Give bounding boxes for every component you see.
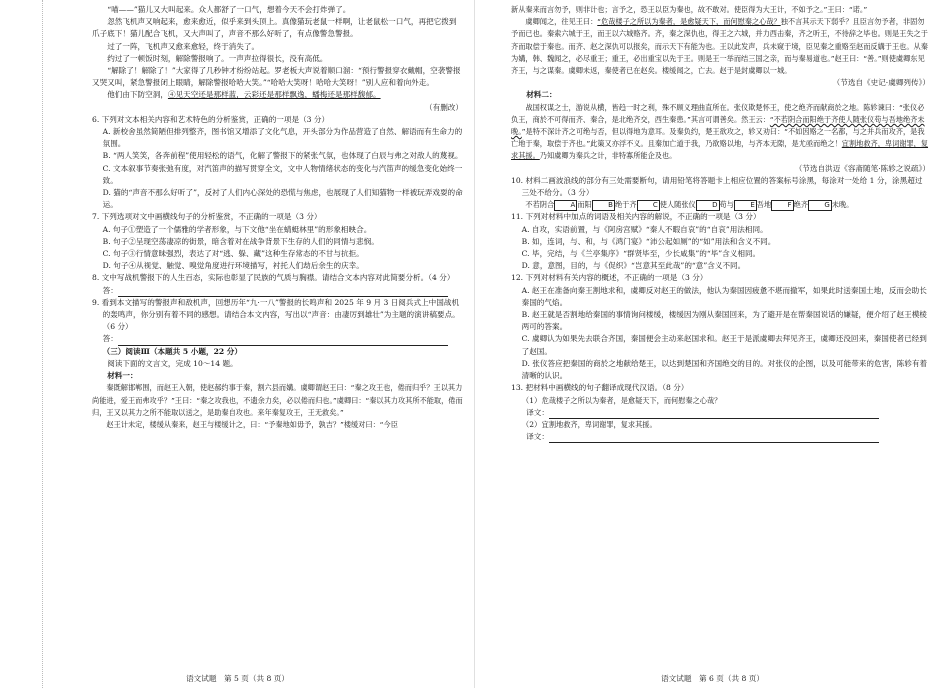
- answer-area[interactable]: 答：: [92, 333, 463, 345]
- question-11-stem: 11. 下列对材料中加点的词语及相关内容的解说，不正确的一项是（3 分）: [511, 212, 761, 222]
- classical-text-paragraph: 秦既解邯郸围，而赵王入朝，使赵郝约事于秦，割六县而媾。虞卿谓赵王曰：“秦之攻王也，倦而归乎？王以其力尚能进，爱王而弗攻乎？”王曰：“秦之攻我也，不遗余力矣，必以倦而归也。”虞卿曰：“秦以其力攻其所不能取，倦而归，王又以其力之所不能取以送之，是助秦自攻也。来年秦复攻王，王无救矣。”: [92, 383, 463, 417]
- break-mark-b[interactable]: B: [592, 200, 615, 211]
- material-1-label: 材料一：: [107, 371, 138, 381]
- question-11-option: D. 意，意图，目的，与《促织》“岂意其至此哉”的“意”含义不同。: [521, 261, 746, 271]
- material-1-source: （节选自《史记·虞卿列传》）: [832, 78, 930, 88]
- source-note: （有删改）: [425, 102, 463, 112]
- break-mark-a[interactable]: A: [554, 200, 577, 211]
- break-mark-c[interactable]: C: [637, 200, 660, 211]
- question-11-option: B. 如，连词，与、和，与《鸿门宴》“沛公起如厕”的“如”用法和含义不同。: [521, 236, 776, 246]
- break-mark-f[interactable]: F: [771, 200, 793, 211]
- story-paragraph: 过了一阵，飞机声又愈来愈轻，终于消失了。: [107, 41, 260, 51]
- question-7-stem: 7. 下列选项对文中画横线句子的分析鉴赏，不正确的一项是（3 分）: [92, 212, 322, 222]
- question-11-option: A. 自攻，实语前置，与《阿房宫赋》“秦人不暇自哀”的“自哀”用法相同。: [521, 224, 768, 234]
- question-11-option: C. 毕，完结，与《兰亭集序》“群贤毕至，少长咸集”的“毕”含义相同。: [521, 249, 761, 259]
- question-7-option: C. 句子③行情意昧强烈，表达了对“逃、躲、藏”这种生存常态的不甘与抗拒。: [102, 249, 364, 259]
- underlined-sentence-1: “危哉楼子之所以为秦者，是愈疑天下，而何慰秦之心哉？: [597, 17, 781, 27]
- classical-text-paragraph: 赵王计未定，楼缓从秦来，赵王与楼缓计之，曰：“予秦地如毋予，孰吉？”楼缓对曰：“今臣: [106, 419, 398, 429]
- break-mark-e[interactable]: E: [734, 200, 757, 211]
- story-paragraph: “喵——”猫儿又大叫起来。众人都舒了一口气，想着今天不会打炸弹了。: [107, 5, 351, 14]
- answer-line[interactable]: [118, 287, 448, 297]
- underlined-sentence-4: ④见天空还是那样蓝，云彩还是那样飘逸，蟠梅还是那样馥郁。: [167, 90, 381, 100]
- sentence-break-options: 不若阴合 A 而阳 B 绝于齐 C 使人随张仪 D 苟与 E 吾地 F 绝齐 G 未晚。: [525, 200, 854, 210]
- exam-page-6: [475, 0, 950, 688]
- classical-text-paragraph: 战国权谋之士，游说从横，皆趋一时之利，殊不顾义理曲直所在。张仪欺楚怀王，使之绝齐而献商於之地。陈轸谏曰：“张仪必负王，商於不可得而齐、秦合，是北绝齐交，西生秦患。”其言可谓善矣。然王云：“不若阴合而阳绝于齐使人随张仪苟与吾地绝齐未晚。”是特不深计齐之可绝与否，但以得地为意耳。及秦负约，楚王欲攻之，轸又劝曰：“不如因赂之一名都，与之并兵而攻齐，是我亡地于秦，取偿于齐也。”此策又亦浮不义。且秦加亡道于我，乃欲赂以地，与齐本无隙，是尤亟而绝之！宜割地救齐，卑词谢罪，复求其援。乃知虞卿为秦兵之计，非特寡所能企及也。: [511, 102, 929, 161]
- question-6-option: B. “两人笑笑，各奔前程”使用轻松的语气，化解了警报下的紧张气氛，也体现了白辰与弗之对敌人的蔑视。: [102, 151, 463, 161]
- question-7-option: B. 句子②呈现空荡凄凉的街景，暗含着对在战争背景下生存的人们的同情与悲悯。: [102, 236, 379, 246]
- material-2-source: （节选自洪迈《容斋随笔·陈轸之说疏》）: [794, 163, 930, 173]
- translation-line[interactable]: [549, 409, 879, 419]
- classical-text-paragraph: 新从秦来而言勿予，则非计也；言予之，恐王以臣为秦也，故不敢对。使臣得为大王计，不如予之。”王曰：“诺。”: [511, 5, 868, 14]
- break-mark-g[interactable]: G: [808, 200, 832, 211]
- question-10-stem: 10. 材料二画波浪线的部分有三处需要断句，请用铅笔将答题卡上相应位置的答案标号涂黑，每涂对一处给 1 分，涂黑超过三处不给分。（3 分）: [511, 175, 923, 198]
- section-3-title: （三）阅读Ⅲ（本题共 5 小题，22 分）: [102, 346, 242, 356]
- section-3-instructions: 阅读下面的文言文，完成 10～14 题。: [107, 358, 238, 368]
- story-paragraph: 约过了一顿饭时刻，解除警报响了。一声声拉得很长，没有高低。: [107, 53, 328, 63]
- question-12-option: D. 张仪答应把秦国的商於之地献给楚王，以达到楚国和齐国绝交的目的。对张仪的企图，以及可能带来的危害，陈轸有着清晰的认识。: [521, 358, 928, 381]
- question-8-stem: 8. 文中写战机警报下的人生百态，实际也彰显了民族的气质与胸襟。请结合文本内容对此简要分析。（4 分）: [92, 273, 455, 283]
- question-6-option: A. 新校舍虽然简陋但排列整齐，图书馆又增添了文化气息，开头部分为作品营造了自然、解语而有生命力的氛围。: [102, 127, 463, 149]
- translation-answer-1[interactable]: 译文：: [511, 407, 930, 419]
- answer-line[interactable]: [118, 336, 448, 346]
- page-footer: 语文试题 第 6 页（共 8 页）: [661, 674, 764, 683]
- story-paragraph: 他们由下防空洞，④见天空还是那样蓝，云彩还是那样飘逸，蟠梅还是那样馥郁。: [107, 90, 381, 100]
- question-12-option: C. 虞卿认为如果先去联合齐国，秦国便会主动来赵国求和。赵王于是派虞卿去拜见齐王，虞卿还没回来，秦国使者已经到了赵国。: [521, 334, 927, 356]
- underlined-sentence-2: 宜割地救齐，卑词谢罪，复求其援。: [511, 139, 929, 161]
- translation-item-1: （1）危哉楼子之所以为秦者，是愈疑天下，而何慰秦之心哉？: [521, 395, 722, 405]
- translation-item-2: （2）宜割地救齐，卑词谢罪，复求其援。: [521, 419, 657, 429]
- story-paragraph: “解除了！解除了！”大家得了几秒钟才纷纷站起。罗老板大声说着顺口溜：“预行警报穿衣戴帽，空袭警报又哭又叫，紧急警报闭上眼睛，解除警报哈哈大笑。”“哈哈大笑呀！哈哈大笑呀！”别人应和着向外走。: [92, 66, 461, 88]
- wavy-underlined-sentence: “不若阴合而阳绝于齐使人随张仪苟与吾地绝齐未晚。: [511, 114, 925, 137]
- question-12-option: A. 赵王在准备向秦王割地求和，虞卿反对赵王的做法，他认为秦国因疲惫不堪而撤军，如果此时送秦国土地，反而会助长秦国的气焰。: [521, 285, 927, 307]
- translation-line[interactable]: [549, 433, 879, 443]
- question-6-option: D. 猫的“声音不那么好听了”，反衬了人们内心深处的恐慌与焦虑，也展现了人们知猫物一样被玩弄戏耍的命运。: [102, 188, 463, 210]
- question-6-stem: 6. 下列对文本相关内容和艺术特色的分析鉴赏，正确的一项是（3 分）: [92, 114, 330, 124]
- story-paragraph: 忽然飞机声又响起来，愈来愈近，似乎来到头顶上。真像猫玩老鼠一样啊，让老鼠松一口气，再把它拨到爪子底下！猫儿配合飞机，又大声叫了，声音不那么好听了，有点像警急警报。: [92, 17, 457, 39]
- question-7-option: D. 句子④从视觉、触觉、嗅觉角度进行环境描写，衬托人们劫后余生的庆幸。: [102, 261, 364, 271]
- break-mark-d[interactable]: D: [696, 200, 720, 211]
- question-7-option: A. 句子①塑造了一个儒雅的学者形象，与下文他“坐在蜻蜓林里”的形象相映合。: [102, 224, 372, 234]
- question-12-option: B. 赵王就是否割地给秦国的事情询问楼缓，楼缓因为刚从秦国回来，为了避开是在帮秦国说话的嫌疑，便介绍了赵王模棱两可的答案。: [521, 310, 927, 332]
- question-13-stem: 13. 把材料中画横线的句子翻译成现代汉语。（8 分）: [511, 383, 689, 393]
- question-6-option: C. 文本叙事节奏张弛有度，对汽笛声的描写贯穿全文，文中人物情绪状态的变化与汽笛声的缓急变化始终一致。: [102, 163, 463, 185]
- classical-text-paragraph: 虞卿闻之，往见王曰：“危哉楼子之所以为秦者，是愈疑天下，而何慰秦之心哉？独不言其示天下弱乎？且臣言勿予者，非固勿予而已也。秦索六城于王，而王以六城赂齐。齐，秦之深仇也，得王之六城，并力西击秦，齐之听王，不待辞之毕也。则是王失之于齐而取偿于秦也。而齐、赵之深仇可以报矣，而示天下有能为也。王以此发声，兵未窥于境，臣见秦之重赂至赵而反媾于王也。从秦为媾，韩、魏闻之，必尽重王；重王，必出重宝以先于王。则是王一举而结三国之亲，而与秦易道也。”赵王曰：“善。”则使虞卿东见齐王，与之谋秦。虞卿未返，秦使者已在赵矣。楼缓闻之，亡去。赵于是封虞卿以一城。: [511, 17, 928, 76]
- answer-area[interactable]: 答：: [92, 285, 463, 297]
- page-footer: 语文试题 第 5 页（共 8 页）: [186, 674, 289, 683]
- question-12-stem: 12. 下列对材料有关内容的概述，不正确的一项是（3 分）: [511, 273, 708, 283]
- material-2-label: 材料二：: [526, 90, 557, 100]
- translation-answer-2[interactable]: 译文：: [511, 431, 930, 443]
- question-9-stem: 9. 看到本文描写的警报声和敌机声，回想历年“九·一八”警报的长鸣声和 2025 年 9 月 3 日阅兵式上中国战机的轰鸣声，你分别有着不同的感想。请结合本文内容，写出以“声音：由凄厉到雄壮”为主题的演讲稿要点。（6 分）: [92, 297, 460, 332]
